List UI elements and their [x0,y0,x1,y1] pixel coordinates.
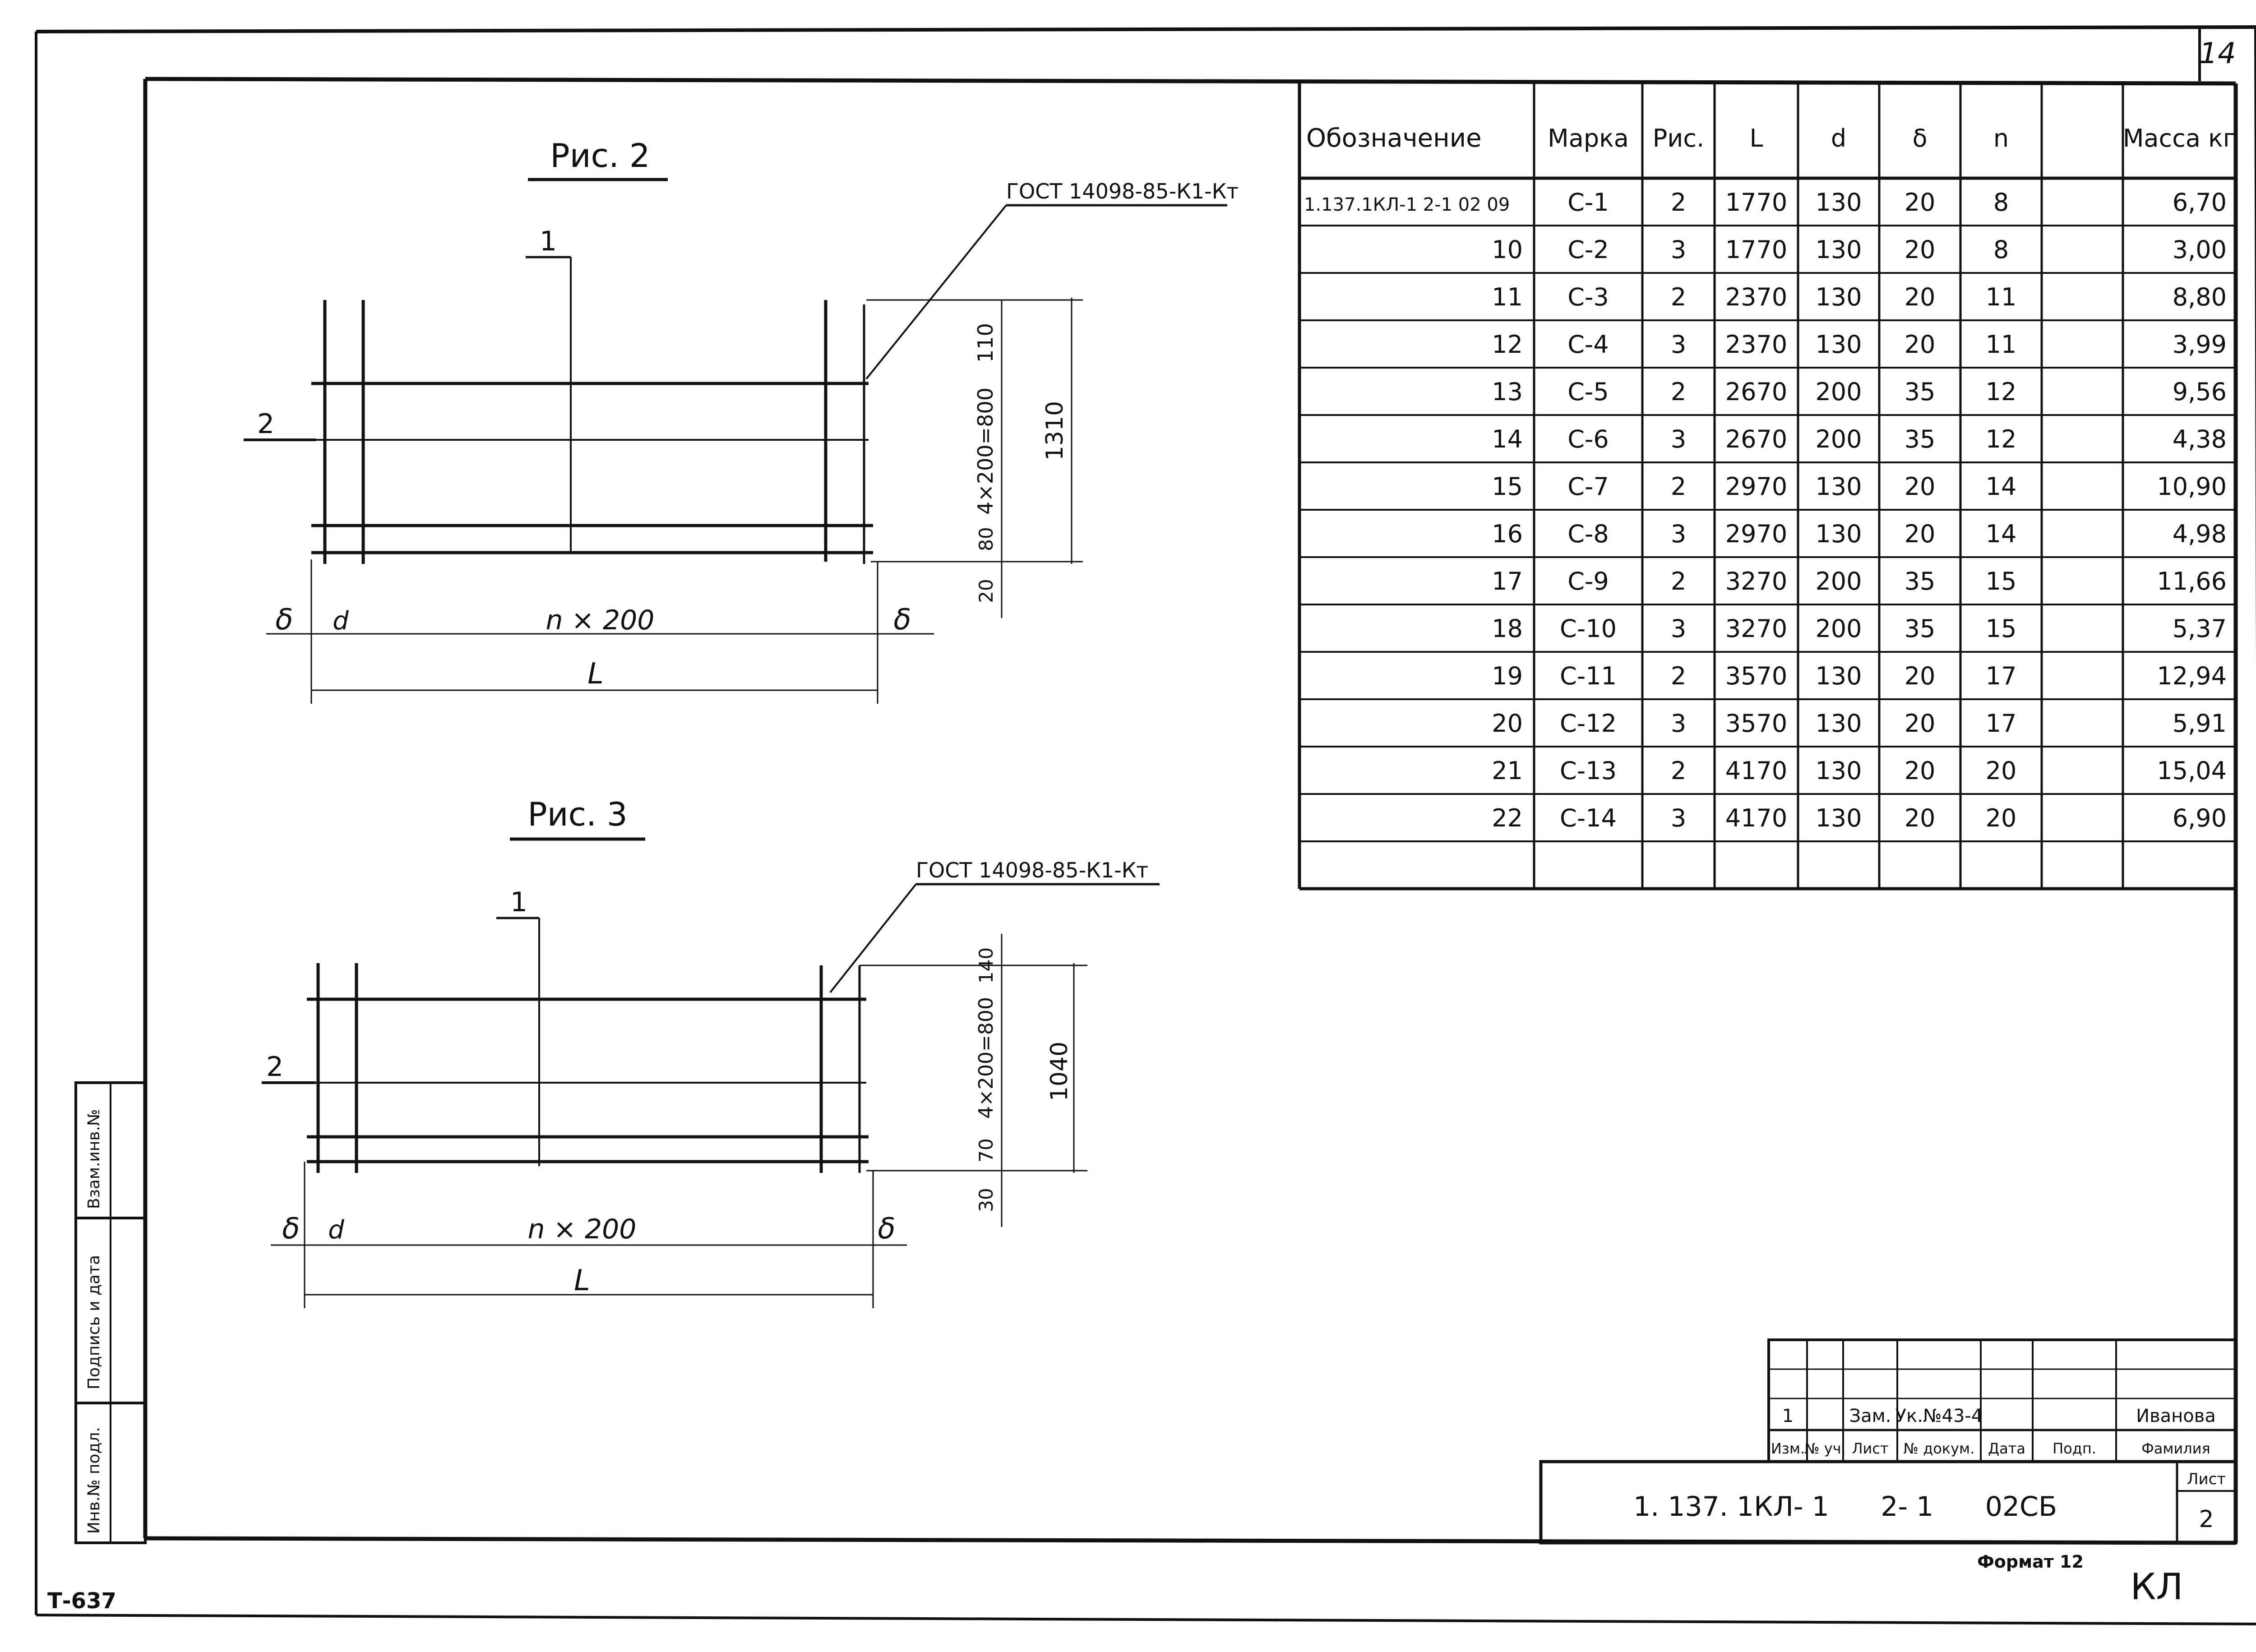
table-cell: 15 [1985,567,2017,595]
table-cell: С-6 [1567,425,1609,453]
table-cell: 20 [1904,283,1936,311]
table-cell: 3,00 [2172,235,2227,264]
figure-3-dim-L: L [574,1264,590,1297]
table-header: Марка [1548,124,1629,152]
table-cell: 200 [1815,378,1862,406]
table-cell: 13 [1492,378,1523,406]
figure-2-dim-total: 1310 [1041,401,1068,461]
figure-3-dim-top: 140 [975,947,997,984]
table-cell: 130 [1815,709,1862,738]
title-block-revision-row [1782,1406,2216,1426]
table-cell: 9,56 [2172,378,2227,406]
table-cell: 14 [1985,520,2017,548]
table-cell: С-13 [1560,757,1617,785]
table-cell: 18 [1492,614,1523,643]
table-header: Масса кг [2122,124,2236,152]
figure-2-dim-L: L [587,657,604,691]
title-label: № уч. [1804,1440,1846,1457]
revision-cell: Ук.№43-4 [1895,1406,1983,1426]
table-cell: 6,90 [2172,804,2227,832]
table-cell: 20 [1904,804,1936,832]
table-cell: 2970 [1725,520,1788,548]
table-cell: 10 [1492,235,1523,264]
table-cell: 20 [1904,330,1936,359]
table-cell: 4,38 [2172,425,2227,453]
table-cell: 8 [1993,235,2009,264]
table-cell: 3 [1670,425,1687,453]
table-cell: 200 [1815,567,1862,595]
table-cell: 17 [1492,567,1523,595]
table-cell: 2 [1670,188,1687,217]
table-cell: 200 [1815,614,1862,643]
table-cell: 130 [1815,757,1862,785]
table-cell: 20 [1904,709,1936,738]
table-cell: 11 [1492,283,1523,311]
figure-3-callout-1: 1 [510,886,528,918]
figure-2-dim-d: d [333,606,349,636]
figure-3-dim-d: d [328,1215,344,1245]
table-cell: 200 [1815,425,1862,453]
table-cell: 16 [1492,520,1523,548]
table-cell: 12 [1985,425,2017,453]
table-cell: С-7 [1567,472,1609,501]
table-cell: 2 [1670,757,1687,785]
table-header: Рис. [1652,124,1705,152]
table-cell: 6,70 [2172,188,2227,217]
corner-page-number: 14 [2199,37,2236,70]
table-cell: 130 [1815,804,1862,832]
figure-3-dim-low: 70 [975,1138,997,1163]
specification-table [1299,83,2236,889]
table-cell: 130 [1815,520,1862,548]
table-cell: 2670 [1725,425,1788,453]
figure-3-dim-total: 1040 [1046,1041,1073,1102]
table-cell: 2970 [1725,472,1788,501]
table-cell: 15,04 [2157,757,2227,785]
table-cell: 2370 [1725,283,1788,311]
table-cell: 2670 [1725,378,1788,406]
title-label: Фамилия [2141,1440,2210,1457]
table-cell: 10,90 [2157,472,2227,501]
table-cell: 3 [1670,520,1687,548]
figure-2-dim-low: 80 [975,527,997,551]
format-label: Формат 12 [1977,1552,2084,1572]
table-cell: 35 [1904,425,1936,453]
figure-2-dim-bottom: 20 [975,579,997,603]
table-cell: С-3 [1567,283,1609,311]
table-cell: 20 [1904,520,1936,548]
table-cell: 2 [1670,283,1687,311]
table-cell: 12 [1985,378,2017,406]
table-cell: 20 [1904,757,1936,785]
table-header: L [1749,124,1763,152]
figure-2-dim-delta-left: δ [275,603,293,637]
table-cell: 3570 [1725,662,1788,690]
table-cell: 5,37 [2172,614,2227,643]
figure-3 [262,795,1160,1308]
table-cell: 4,98 [2172,520,2227,548]
table-cell: 20 [1904,662,1936,690]
figure-2-dim-delta-right: δ [893,603,911,637]
table-cell: 3270 [1725,614,1788,643]
table-header: Обозначение [1306,124,1482,153]
table-cell: 20 [1985,804,2017,832]
table-header: n [1993,124,2009,152]
table-header: δ [1912,124,1928,152]
table-cell: 22 [1492,804,1523,832]
table-cell: 3270 [1725,567,1788,595]
table-cell: 17 [1985,709,2017,738]
figure-2-callout-2: 2 [257,408,275,440]
table-cell: 20 [1492,709,1523,738]
figure-3-callout-2: 2 [266,1051,284,1083]
title-label: Дата [1988,1440,2025,1457]
title-label: Изм. [1771,1440,1805,1457]
figure-3-dim-delta-left: δ [282,1212,300,1246]
table-cell: 3 [1670,330,1687,359]
drawing-code: 1. 137. 1КЛ- 1 2- 1 02СБ [1633,1491,2057,1523]
table-cell: 35 [1904,614,1936,643]
table-cell: 3 [1670,709,1687,738]
table-cell: 130 [1815,188,1862,217]
table-cell: С-9 [1567,567,1609,595]
table-header: d [1831,124,1847,152]
table-cell: 5,91 [2172,709,2227,738]
corner-page-box [2199,27,2236,81]
table-cell: С-2 [1567,235,1609,264]
table-cell: 12,94 [2157,662,2227,690]
title-label: Подп. [2053,1440,2096,1457]
table-cell: С-14 [1560,804,1617,832]
table-cell: 130 [1815,662,1862,690]
figure-3-gost-label: ГОСТ 14098-85-К1-Кт [916,858,1149,882]
table-cell: 20 [1904,188,1936,217]
table-cell: 4170 [1725,804,1788,832]
table-cell: 20 [1904,235,1936,264]
table-cell: 35 [1904,567,1936,595]
revision-cell: Зам. [1849,1406,1891,1426]
table-cell: 19 [1492,662,1523,690]
title-label: Лист [1852,1440,1889,1457]
side-stamp-replace-inv: Взам.инв.№ [85,1109,103,1209]
figure-2-dim-top: 110 [973,323,998,363]
figure-3-dim-bottom: 30 [975,1188,997,1212]
figure-2-dim-mid: 4×200=800 [973,388,998,515]
table-cell: С-5 [1567,378,1609,406]
figure-2-title: Рис. 2 [550,137,650,175]
table-cell: С-1 [1567,188,1609,217]
table-cell: 8 [1993,188,2009,217]
table-cell: 3570 [1725,709,1788,738]
figure-2-callout-1: 1 [539,226,557,257]
table-cell: С-10 [1560,614,1617,643]
revision-cell: 1 [1782,1406,1794,1426]
table-cell: С-8 [1567,520,1609,548]
table-cell: 2 [1670,472,1687,501]
sheet-label: Лист [2187,1470,2226,1488]
title-label: № докум. [1903,1440,1975,1457]
table-cell: 11 [1985,330,2017,359]
table-cell: 130 [1815,330,1862,359]
revision-cell: Иванова [2136,1406,2216,1426]
table-cell: 1770 [1725,235,1788,264]
bottom-left-code: Т-637 [47,1588,116,1614]
table-cell: 130 [1815,235,1862,264]
table-cell: С-4 [1567,330,1609,359]
table-cell: 11,66 [2157,567,2227,595]
table-cell: 8,80 [2172,283,2227,311]
sheet-number: 2 [2199,1506,2214,1533]
bottom-right-mark: КЛ [2130,1566,2183,1608]
table-cell: 2370 [1725,330,1788,359]
table-cell: 130 [1815,472,1862,501]
figure-2-dim-span: n × 200 [546,605,655,636]
table-cell: 14 [1985,472,2017,501]
figure-3-dim-mid: 4×200=800 [975,997,998,1119]
table-cell: 12 [1492,330,1523,359]
table-cell: 14 [1492,425,1523,453]
side-stamp [76,1083,145,1543]
table-cell: 15 [1492,472,1523,501]
figure-3-dim-span: n × 200 [527,1214,637,1245]
table-cell: 20 [1904,472,1936,501]
table-cell: 130 [1815,283,1862,311]
figure-3-title: Рис. 3 [527,795,628,833]
side-stamp-original-inv: Инв.№ подл. [85,1427,103,1534]
table-cell: 3,99 [2172,330,2227,359]
title-block-labels-row [1771,1440,2210,1457]
figure-2-gost-label: ГОСТ 14098-85-К1-Кт [1006,179,1239,203]
figure-2 [244,137,1239,704]
table-cell: 2 [1670,662,1687,690]
table-cell: 15 [1985,614,2017,643]
table-cell: 1.137.1КЛ-1 2-1 02 09 [1304,194,1510,215]
table-cell: 35 [1904,378,1936,406]
table-cell: С-12 [1560,709,1617,738]
figure-3-dim-delta-right: δ [878,1212,896,1246]
table-cell: 21 [1492,757,1523,785]
table-cell: 4170 [1725,757,1788,785]
table-cell: 1770 [1725,188,1788,217]
table-cell: 20 [1985,757,2017,785]
table-cell: 2 [1670,378,1687,406]
table-cell: 2 [1670,567,1687,595]
table-cell: 11 [1985,283,2017,311]
side-stamp-signature-date: Подпись и дата [85,1255,103,1389]
drawing-code-box [1541,1462,2236,1543]
table-cell: 17 [1985,662,2017,690]
table-cell: 3 [1670,804,1687,832]
table-cell: 3 [1670,614,1687,643]
table-cell: 3 [1670,235,1687,264]
table-cell: С-11 [1560,662,1617,690]
